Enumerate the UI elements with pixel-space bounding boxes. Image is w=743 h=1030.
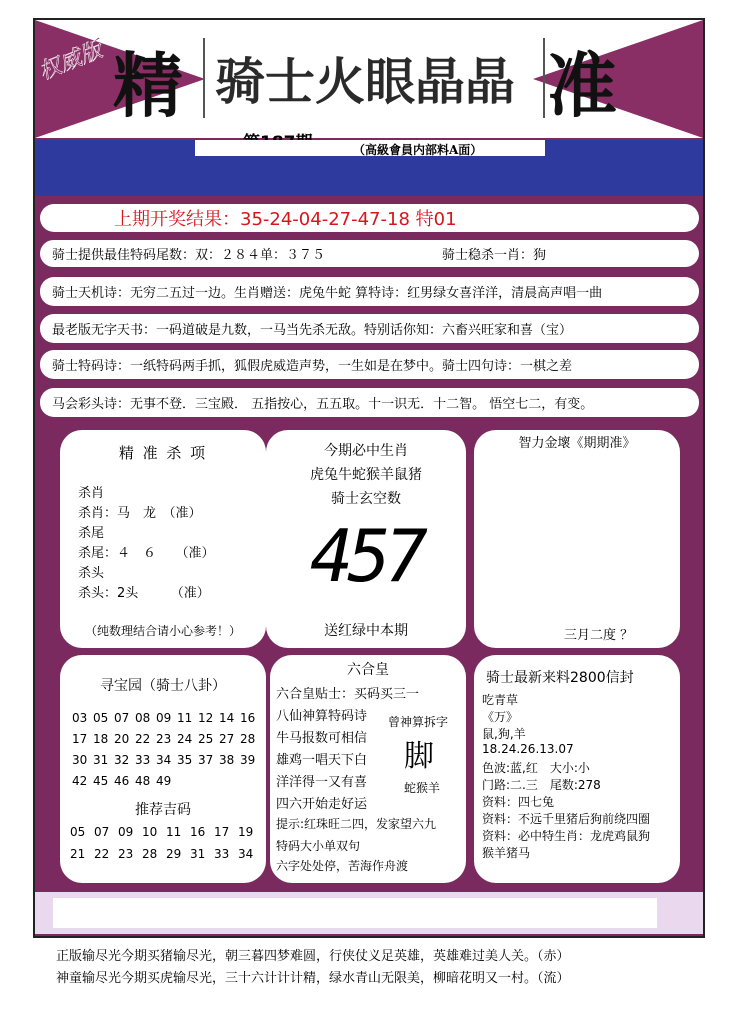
number-cell: 03	[72, 711, 88, 725]
number-cell: 09	[118, 825, 134, 839]
number-cell: 48	[135, 774, 151, 788]
liuhe-line: 六合皇贴士：买码买三一	[276, 687, 420, 702]
footer-line-1: 正版输尽光今期买猪输尽光，朝三暮四梦难圆，行侠仗义足英雄，英雄难过美人关。（赤）	[56, 949, 570, 964]
authority-tag: 权威版	[35, 37, 107, 86]
handwritten-number: 457	[309, 514, 423, 598]
latest-line: 猴羊猪马	[482, 846, 531, 860]
number-cell: 24	[177, 732, 193, 746]
latest-line: 门路:二.三 尾数:278	[482, 778, 601, 792]
god-animals: 蛇猴羊	[404, 781, 441, 795]
kill-line: 杀头：2头 （准）	[78, 586, 210, 601]
mystic-number-label: 骑士玄空数	[331, 491, 401, 507]
must-win-label: 今期必中生肖	[324, 443, 408, 459]
result-bar	[40, 204, 699, 232]
number-cell: 31	[190, 847, 206, 861]
zodiac-list: 虎兔牛蛇猴羊鼠猪	[310, 467, 422, 483]
latest-line: 吃青草	[482, 693, 519, 707]
bottom-bar-inner	[53, 898, 657, 928]
number-cell: 07	[94, 825, 110, 839]
number-cell: 22	[94, 847, 110, 861]
treasure-box	[60, 655, 266, 883]
number-cell: 28	[142, 847, 158, 861]
left-title-char: 精	[113, 44, 183, 127]
number-cell: 16	[240, 711, 256, 725]
number-cell: 22	[135, 732, 151, 746]
recommend-title: 推荐吉码	[135, 802, 191, 818]
latest-line: 鼠,狗,羊	[482, 727, 526, 741]
subtitle: （高級會員内部料A面）	[353, 143, 483, 157]
number-cell: 46	[114, 774, 130, 788]
liuhe-line: 六字处处停，苦海作舟渡	[276, 859, 409, 873]
row-heaven-poem	[40, 277, 699, 306]
number-cell: 32	[114, 753, 130, 767]
latest-title: 骑士最新来料2800信封	[486, 670, 634, 686]
number-cell: 30	[72, 753, 88, 767]
number-cell: 05	[70, 825, 86, 839]
row-heaven-poem-text: 骑士天机诗：无穷二五过一边。生肖赠送：虎兔牛蛇 算特诗：红男绿女喜洋洋，清晨高声唱一曲	[52, 286, 603, 301]
result-label: 上期开奖结果：	[114, 209, 240, 230]
wisdom-riddle: 三月二度 ？	[564, 628, 634, 643]
latest-line: 18.24.26.13.07	[482, 742, 574, 756]
number-cell: 23	[118, 847, 134, 861]
number-cell: 19	[238, 825, 254, 839]
header	[35, 20, 703, 138]
liuhe-line: 四六开始走好运	[276, 797, 368, 812]
row-horse-poem	[40, 388, 699, 417]
liuhe-line: 牛马报数可相信	[276, 731, 368, 746]
number-cell: 17	[72, 732, 88, 746]
row-tail-text: 骑士提供最佳特码尾数：双：２８４单：３７５	[52, 248, 326, 263]
kill-title: 精 准 杀 项	[118, 444, 208, 462]
number-cell: 11	[166, 825, 182, 839]
number-cell: 23	[156, 732, 172, 746]
number-cell: 21	[70, 847, 86, 861]
row-heavenly-book-text: 最老版无字天书：一码道破是九数，一马当先杀无敌。特别话你知：六畜兴旺家和喜（宝）	[52, 323, 573, 338]
number-cell: 25	[198, 732, 214, 746]
blue-band	[35, 140, 703, 196]
number-cell: 37	[198, 753, 214, 767]
liuhe-line: 洋洋得一又有喜	[276, 775, 368, 790]
number-cell: 39	[240, 753, 256, 767]
kill-line: 杀肖	[78, 486, 105, 501]
kill-line: 杀尾：４ ６ （准）	[78, 546, 215, 561]
number-cell: 34	[156, 753, 172, 767]
number-cell: 11	[177, 711, 193, 725]
row-heavenly-book	[40, 314, 699, 343]
number-cell: 27	[219, 732, 235, 746]
number-cell: 05	[93, 711, 109, 725]
right-title-char: 准	[547, 44, 617, 127]
number-cell: 12	[198, 711, 214, 725]
treasure-title: 寻宝园（骑士八卦）	[100, 678, 226, 694]
number-cell: 14	[219, 711, 235, 725]
number-cell: 10	[142, 825, 158, 839]
number-cell: 42	[72, 774, 88, 788]
kill-line: 杀头	[78, 566, 105, 581]
number-cell: 07	[114, 711, 130, 725]
number-cell: 45	[93, 774, 109, 788]
number-cell: 20	[114, 732, 130, 746]
number-cell: 34	[238, 847, 254, 861]
number-cell: 31	[93, 753, 109, 767]
center-box	[266, 430, 466, 648]
kill-box	[60, 430, 266, 648]
main-title: 骑士火眼晶晶	[215, 52, 515, 111]
number-cell: 16	[190, 825, 206, 839]
liuhe-line: 雄鸡一唱天下白	[276, 753, 368, 768]
god-title: 曾神算拆字	[388, 715, 449, 729]
row-tail-numbers	[40, 240, 699, 267]
latest-box	[474, 655, 680, 883]
latest-line: 资料：必中特生肖：龙虎鸡鼠狗	[482, 829, 651, 843]
number-cell: 18	[93, 732, 109, 746]
kill-line: 杀肖：马 龙 （准）	[78, 506, 202, 521]
kill-note: （纯数理结合请小心参考！）	[84, 624, 241, 638]
liuhe-line: 八仙神算特码诗	[276, 709, 368, 724]
number-cell: 09	[156, 711, 172, 725]
latest-line: 资料：不远千里猪后狗前绕四圈	[482, 812, 651, 826]
latest-line: 色波:蓝,红 大小:小	[482, 761, 590, 775]
wisdom-box	[474, 430, 680, 648]
liuhe-line: 提示:红珠旺二四，发家望六九	[276, 817, 437, 831]
number-cell: 08	[135, 711, 151, 725]
number-cell: 29	[166, 847, 182, 861]
footer-line-2: 神童输尽光今期买虎输尽光，三十六计计计精，绿水青山无限美，柳暗花明又一村。（流）	[56, 971, 570, 986]
center-bottom: 送红绿中本期	[324, 623, 408, 639]
wisdom-title: 智力金壞《期期准》	[518, 436, 636, 451]
row-special-poem-text: 骑士特码诗：一纸特码两手抓，狐假虎威造声势，一生如是在梦中。骑士四句诗：一棋之差	[52, 359, 573, 374]
number-cell: 33	[214, 847, 230, 861]
liuhe-title: 六合皇	[347, 662, 389, 678]
number-cell: 38	[219, 753, 235, 767]
liuhe-box	[270, 655, 466, 883]
god-char: 脚	[404, 739, 434, 774]
row-horse-poem-text: 马会彩头诗：无事不登．三宝殿． 五指按心，五五取。十一识无．十二智。 悟空七二，有变。	[52, 397, 594, 412]
bottom-bar	[35, 892, 703, 934]
number-cell: 49	[156, 774, 172, 788]
latest-line: 《万》	[482, 710, 519, 724]
number-cell: 35	[177, 753, 193, 767]
number-cell: 33	[135, 753, 151, 767]
row-kill-one: 骑士稳杀一肖：狗	[442, 248, 547, 263]
result-numbers: 35-24-04-27-47-18 特01	[240, 209, 457, 230]
number-cell: 17	[214, 825, 230, 839]
latest-line: 资料：四七兔	[482, 795, 555, 809]
kill-line: 杀尾	[78, 526, 105, 541]
liuhe-line: 特码大小单双句	[276, 839, 361, 853]
number-cell: 28	[240, 732, 256, 746]
row-special-poem	[40, 350, 699, 379]
